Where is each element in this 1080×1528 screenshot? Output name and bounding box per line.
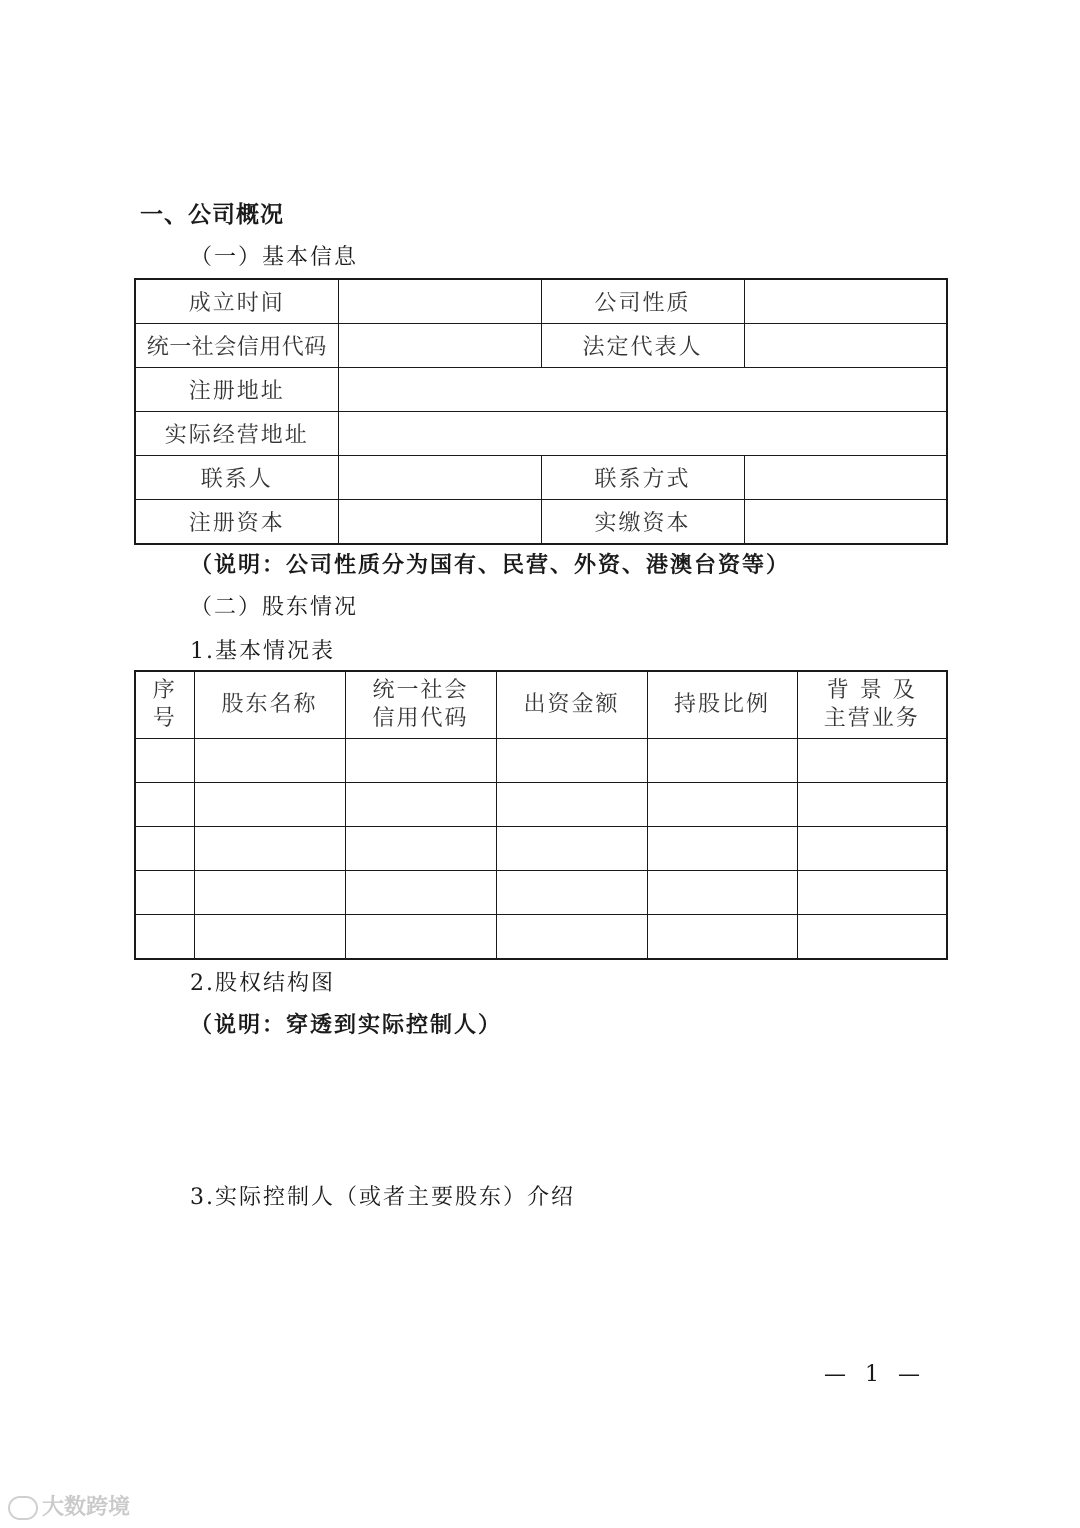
equity-structure-title: 2.股权结构图 bbox=[190, 971, 335, 996]
col-header-credit-code: 统一社会 信用代码 bbox=[345, 671, 496, 739]
basic-info-note: （说明：公司性质分为国有、民营、外资、港澳台资等） bbox=[190, 552, 791, 578]
value-cell[interactable] bbox=[338, 500, 541, 545]
label-reg-address: 注册地址 bbox=[135, 368, 338, 412]
table-row bbox=[135, 368, 947, 412]
col-header-amount: 出资金额 bbox=[496, 671, 647, 739]
watermark bbox=[8, 1490, 130, 1521]
value-cell[interactable] bbox=[338, 456, 541, 500]
table-row bbox=[135, 871, 947, 915]
value-cell[interactable] bbox=[744, 279, 947, 324]
shareholder-table bbox=[134, 670, 948, 960]
equity-structure-note: （说明：穿透到实际控制人） bbox=[190, 1012, 503, 1038]
table-row bbox=[135, 739, 947, 783]
label-op-address: 实际经营地址 bbox=[135, 412, 338, 456]
table-header-row bbox=[135, 671, 947, 739]
value-cell[interactable] bbox=[744, 500, 947, 545]
table-row bbox=[135, 827, 947, 871]
value-cell[interactable] bbox=[338, 368, 947, 412]
table-row bbox=[135, 500, 947, 545]
col-header-ratio: 持股比例 bbox=[647, 671, 797, 739]
label-established: 成立时间 bbox=[135, 279, 338, 324]
shareholders-heading: （二）股东情况 bbox=[190, 595, 359, 620]
table-row bbox=[135, 456, 947, 500]
table-row bbox=[135, 412, 947, 456]
controller-intro-title: 3.实际控制人（或者主要股东）介绍 bbox=[190, 1185, 575, 1210]
label-contact: 联系人 bbox=[135, 456, 338, 500]
table-row bbox=[135, 279, 947, 324]
col-header-name: 股东名称 bbox=[194, 671, 345, 739]
basic-info-table bbox=[134, 278, 948, 545]
label-paid-capital: 实缴资本 bbox=[541, 500, 744, 545]
label-reg-capital: 注册资本 bbox=[135, 500, 338, 545]
label-contact-method: 联系方式 bbox=[541, 456, 744, 500]
watermark-logo-icon bbox=[8, 1496, 38, 1520]
col-header-index: 序 号 bbox=[135, 671, 194, 739]
col-header-background: 背 景 及 主营业务 bbox=[797, 671, 947, 739]
table-row bbox=[135, 324, 947, 368]
page-number: — 1 — bbox=[824, 1362, 926, 1387]
label-company-nature: 公司性质 bbox=[541, 279, 744, 324]
value-cell[interactable] bbox=[338, 412, 947, 456]
value-cell[interactable] bbox=[744, 324, 947, 368]
label-legal-rep: 法定代表人 bbox=[541, 324, 744, 368]
table-row bbox=[135, 915, 947, 960]
table-row bbox=[135, 783, 947, 827]
label-credit-code: 统一社会信用代码 bbox=[135, 324, 338, 368]
value-cell[interactable] bbox=[338, 324, 541, 368]
watermark-text: 大数跨境 bbox=[42, 1495, 131, 1520]
value-cell[interactable] bbox=[338, 279, 541, 324]
value-cell[interactable] bbox=[744, 456, 947, 500]
section-title: 一、公司概况 bbox=[140, 202, 284, 228]
shareholder-table-title: 1.基本情况表 bbox=[190, 639, 335, 664]
basic-info-heading: （一）基本信息 bbox=[190, 245, 359, 270]
